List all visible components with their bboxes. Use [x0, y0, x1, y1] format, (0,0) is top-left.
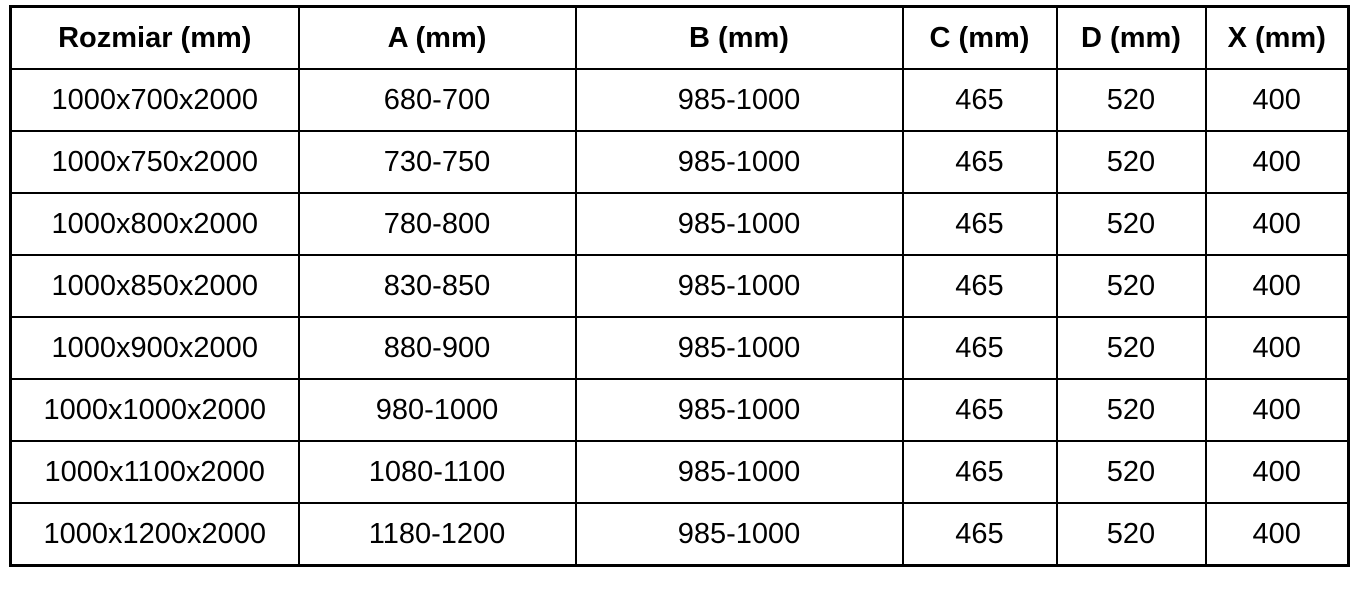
table-cell: 465 [903, 379, 1057, 441]
table-cell: 520 [1057, 69, 1206, 131]
table-cell: 780-800 [299, 193, 576, 255]
table-cell: 465 [903, 317, 1057, 379]
table-cell: 520 [1057, 317, 1206, 379]
table-row [11, 69, 1349, 131]
table-cell: 400 [1206, 193, 1349, 255]
table-cell: 400 [1206, 255, 1349, 317]
column-header-d: D (mm) [1057, 7, 1206, 70]
column-header-c: C (mm) [903, 7, 1057, 70]
header-row [11, 7, 1349, 70]
table-cell: 400 [1206, 379, 1349, 441]
table-cell: 1000x800x2000 [11, 193, 299, 255]
size-spec-table [9, 5, 1350, 567]
table-cell: 520 [1057, 255, 1206, 317]
table-row [11, 503, 1349, 566]
table-cell: 1000x850x2000 [11, 255, 299, 317]
table-cell: 520 [1057, 193, 1206, 255]
table-cell: 980-1000 [299, 379, 576, 441]
column-header-x: X (mm) [1206, 7, 1349, 70]
table-cell: 1180-1200 [299, 503, 576, 566]
table-cell: 1000x1000x2000 [11, 379, 299, 441]
table-cell: 985-1000 [576, 441, 903, 503]
table-row [11, 255, 1349, 317]
table-cell: 1000x750x2000 [11, 131, 299, 193]
table-cell: 1000x900x2000 [11, 317, 299, 379]
table-row [11, 193, 1349, 255]
table-cell: 985-1000 [576, 379, 903, 441]
table-cell: 880-900 [299, 317, 576, 379]
table-cell: 985-1000 [576, 193, 903, 255]
table-cell: 830-850 [299, 255, 576, 317]
table-cell: 465 [903, 503, 1057, 566]
table-row [11, 131, 1349, 193]
table-cell: 400 [1206, 131, 1349, 193]
table-cell: 520 [1057, 379, 1206, 441]
table-cell: 465 [903, 193, 1057, 255]
table-cell: 1000x1100x2000 [11, 441, 299, 503]
table-cell: 730-750 [299, 131, 576, 193]
table-cell: 1000x1200x2000 [11, 503, 299, 566]
table-cell: 400 [1206, 503, 1349, 566]
table-cell: 680-700 [299, 69, 576, 131]
table-cell: 1080-1100 [299, 441, 576, 503]
table-cell: 985-1000 [576, 317, 903, 379]
table-row [11, 379, 1349, 441]
table-cell: 400 [1206, 317, 1349, 379]
table-row [11, 441, 1349, 503]
column-header-b: B (mm) [576, 7, 903, 70]
table-cell: 400 [1206, 69, 1349, 131]
table-cell: 465 [903, 69, 1057, 131]
table-row [11, 317, 1349, 379]
table-cell: 985-1000 [576, 503, 903, 566]
table-cell: 520 [1057, 441, 1206, 503]
table-cell: 400 [1206, 441, 1349, 503]
table-cell: 985-1000 [576, 131, 903, 193]
column-header-rozmiar: Rozmiar (mm) [11, 7, 299, 70]
table-cell: 465 [903, 255, 1057, 317]
table-cell: 465 [903, 131, 1057, 193]
table-cell: 1000x700x2000 [11, 69, 299, 131]
table-cell: 985-1000 [576, 69, 903, 131]
column-header-a: A (mm) [299, 7, 576, 70]
table-cell: 520 [1057, 131, 1206, 193]
table-cell: 520 [1057, 503, 1206, 566]
table-cell: 985-1000 [576, 255, 903, 317]
table-cell: 465 [903, 441, 1057, 503]
